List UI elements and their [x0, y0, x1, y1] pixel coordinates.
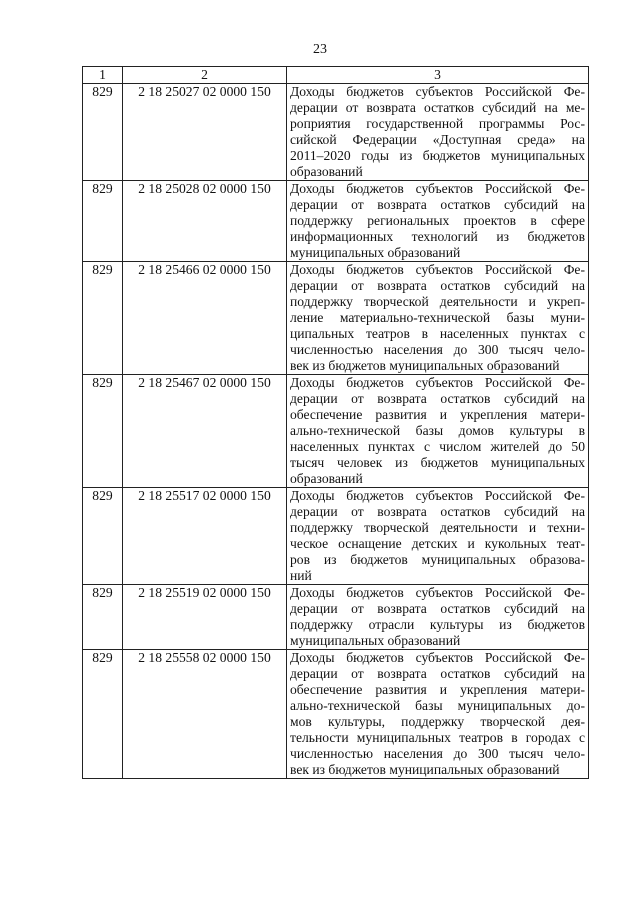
description-line: обеспечение развития и укрепления матери-: [290, 407, 585, 422]
table-row: [83, 375, 589, 488]
budget-classification-code-cell: 2 18 25028 02 0000 150: [123, 181, 287, 262]
table-header-row: [83, 67, 589, 84]
table-body: [83, 84, 589, 779]
admin-code-cell: 829: [83, 181, 123, 262]
description-line: ально-технической базы муниципальных до-: [290, 698, 585, 713]
description-line: информационных технологий из бюджетов: [290, 229, 585, 244]
budget-classification-code-cell: 2 18 25519 02 0000 150: [123, 585, 287, 650]
income-description-cell: [287, 585, 589, 650]
column-header-3: 3: [287, 67, 589, 84]
description-line: дерации от возврата остатков субсидий на: [290, 601, 585, 616]
income-description-cell: [287, 488, 589, 585]
description-line: дерации от возврата остатков субсидий на ме-: [290, 100, 585, 115]
description-line: дерации от возврата остатков субсидий на: [290, 504, 585, 519]
description-line: Доходы бюджетов субъектов Российской Фе-: [290, 84, 585, 99]
description-line: Доходы бюджетов субъектов Российской Фе-: [290, 262, 585, 277]
description-line: Доходы бюджетов субъектов Российской Фе-: [290, 650, 585, 665]
description-line: Доходы бюджетов субъектов Российской Фе-: [290, 181, 585, 196]
column-header-1: 1: [83, 67, 123, 84]
description-line: муниципальных образований: [290, 245, 461, 260]
description-line: ально-технической базы домов культуры в: [290, 423, 585, 438]
income-description-cell: [287, 650, 589, 779]
description-line: Доходы бюджетов субъектов Российской Фе-: [290, 375, 585, 390]
description-line: ление материально-технической базы муни-: [290, 310, 585, 325]
description-line: образований: [290, 471, 363, 486]
column-header-2: 2: [123, 67, 287, 84]
description-line: поддержку творческой деятельности и техни-: [290, 520, 585, 535]
description-line: ципальных театров в населенных пунктах с: [290, 326, 585, 341]
budget-classification-code-cell: 2 18 25558 02 0000 150: [123, 650, 287, 779]
description-line: муниципальных образований: [290, 633, 461, 648]
table-row: [83, 585, 589, 650]
description-line: ний: [290, 568, 312, 583]
description-line: ческое оснащение детских и кукольных теат-: [290, 536, 585, 551]
description-line: дерации от возврата остатков субсидий на: [290, 391, 585, 406]
description-line: дерации от возврата остатков субсидий на: [290, 278, 585, 293]
description-line: сийской Федерации «Доступная среда» на: [290, 132, 585, 147]
description-line: населенных пунктах с числом жителей до 50: [290, 439, 585, 454]
description-line: численностью населения до 300 тысяч чело-: [290, 342, 585, 357]
admin-code-cell: 829: [83, 375, 123, 488]
admin-code-cell: 829: [83, 585, 123, 650]
description-line: роприятия государственной программы Рос-: [290, 116, 585, 131]
description-line: 2011–2020 годы из бюджетов муниципальных: [290, 148, 585, 163]
admin-code-cell: 829: [83, 262, 123, 375]
page-number: 23: [313, 42, 327, 57]
income-description-cell: [287, 262, 589, 375]
budget-classification-code-cell: 2 18 25466 02 0000 150: [123, 262, 287, 375]
description-line: дерации от возврата остатков субсидий на: [290, 666, 585, 681]
table-row: [83, 84, 589, 181]
admin-code-cell: 829: [83, 650, 123, 779]
description-line: дерации от возврата остатков субсидий на: [290, 197, 585, 212]
description-line: мов культуры, поддержку творческой дея-: [290, 714, 585, 729]
table-row: [83, 181, 589, 262]
description-line: обеспечение развития и укрепления матери-: [290, 682, 585, 697]
description-line: Доходы бюджетов субъектов Российской Фе-: [290, 585, 585, 600]
description-line: образований: [290, 164, 363, 179]
budget-classification-code-cell: 2 18 25517 02 0000 150: [123, 488, 287, 585]
table-row: [83, 650, 589, 779]
budget-classification-code-cell: 2 18 25027 02 0000 150: [123, 84, 287, 181]
table-row: [83, 488, 589, 585]
description-line: численностью населения до 300 тысяч чело-: [290, 746, 585, 761]
description-line: век из бюджетов муниципальных образований: [290, 358, 560, 373]
income-description-cell: [287, 84, 589, 181]
income-description-cell: [287, 375, 589, 488]
description-line: ров из бюджетов муниципальных образова-: [290, 552, 585, 567]
income-description-cell: [287, 181, 589, 262]
description-line: тельности муниципальных театров в городах с: [290, 730, 585, 745]
description-line: поддержку отрасли культуры из бюджетов: [290, 617, 585, 632]
admin-code-cell: 829: [83, 84, 123, 181]
description-line: Доходы бюджетов субъектов Российской Фе-: [290, 488, 585, 503]
description-line: тысяч человек из бюджетов муниципальных: [290, 455, 585, 470]
table-row: [83, 262, 589, 375]
description-line: поддержку региональных проектов в сфере: [290, 213, 585, 228]
description-line: поддержку творческой деятельности и укреп-: [290, 294, 585, 309]
description-line: век из бюджетов муниципальных образований: [290, 762, 560, 777]
budget-codes-table: [82, 66, 589, 779]
budget-classification-code-cell: 2 18 25467 02 0000 150: [123, 375, 287, 488]
admin-code-cell: 829: [83, 488, 123, 585]
